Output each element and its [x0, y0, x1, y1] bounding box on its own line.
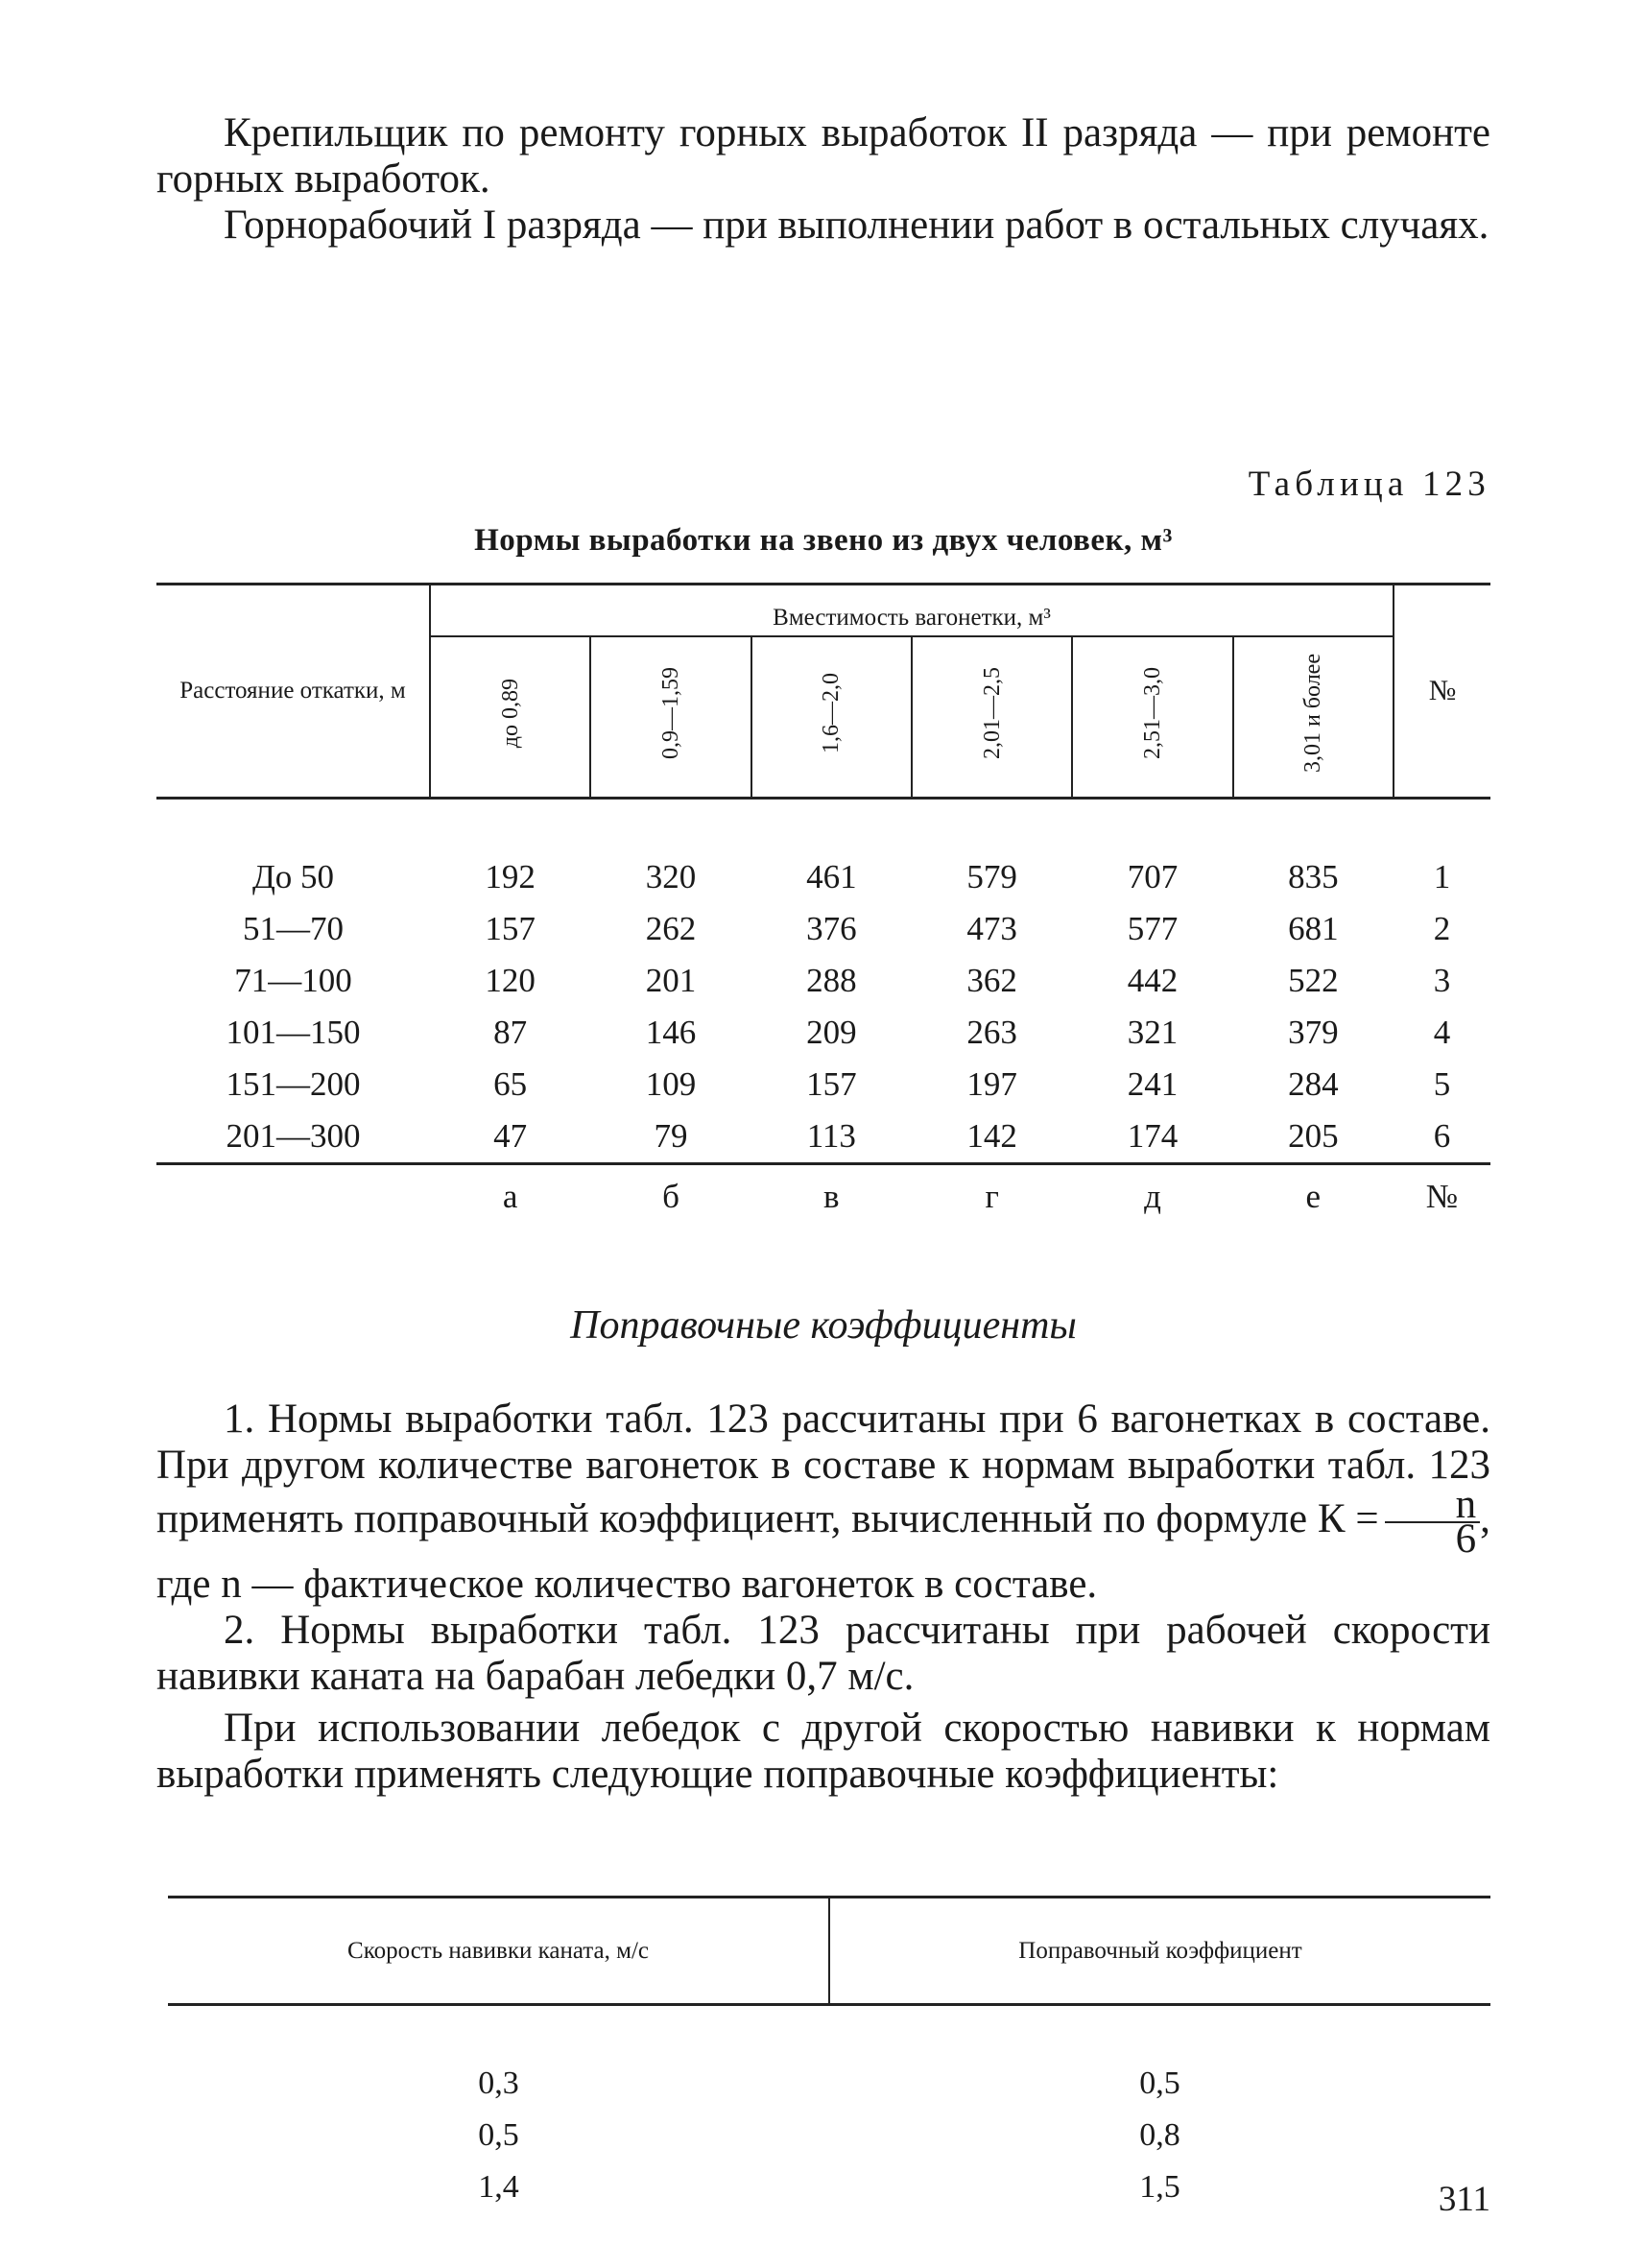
footer-cell: е	[1233, 1163, 1394, 1229]
intro-paragraph-2: Горнорабочий I разряда — при выполнении работ в остальных случаях.	[224, 203, 1489, 248]
value-cell: 205	[1288, 1116, 1339, 1155]
coef-cell: 0,8	[1139, 2117, 1180, 2153]
corrections-text	[156, 1397, 1490, 1798]
value-cell: 321	[1127, 1013, 1179, 1051]
formula-fraction: $\frac{n}{6}$	[1385, 1489, 1481, 1556]
footer-cell: в	[751, 1163, 912, 1229]
value-cell: 241	[1127, 1064, 1179, 1103]
footer-cell: б	[590, 1163, 751, 1229]
page-number: 311	[1438, 2180, 1490, 2219]
correction-paragraph-2: 2. Нормы выработки табл. 123 рассчитаны при рабочей скорости навивки каната на барабан лебедки 0,7 м/с.	[156, 1608, 1490, 1699]
distance-cell: 101—150	[226, 1013, 361, 1051]
coef-row	[168, 2161, 1490, 2213]
value-cell: 362	[966, 961, 1017, 999]
value-cell: 263	[966, 1013, 1017, 1051]
value-cell: 174	[1127, 1116, 1179, 1155]
value-cell: 707	[1127, 857, 1179, 895]
row-number-cell: 3	[1433, 961, 1451, 999]
value-cell: 79	[654, 1116, 688, 1155]
coef-table	[168, 1896, 1490, 2213]
table-row	[156, 1110, 1490, 1164]
column-header-4: 2,01—2,5	[912, 636, 1072, 798]
num-header: №	[1394, 585, 1490, 799]
distance-cell: 201—300	[226, 1116, 361, 1155]
row-header: Расстояние откатки, м	[156, 585, 430, 799]
formula-lhs: К =	[1317, 1495, 1379, 1541]
value-cell: 157	[485, 909, 536, 947]
coef-cell: 0,5	[1139, 2065, 1180, 2101]
value-cell: 835	[1288, 857, 1339, 895]
corrections-heading: Поправочные коэффициенты	[570, 1303, 1077, 1348]
footer-cell: д	[1072, 1163, 1232, 1229]
value-cell: 113	[806, 1116, 856, 1155]
table-row	[156, 851, 1490, 903]
row-number-cell: 1	[1433, 857, 1451, 895]
table-row	[156, 903, 1490, 955]
value-cell: 320	[645, 857, 697, 895]
value-cell: 142	[966, 1116, 1017, 1155]
value-cell: 461	[806, 857, 857, 895]
value-cell: 681	[1288, 909, 1339, 947]
table-row	[156, 1059, 1490, 1110]
value-cell: 284	[1288, 1064, 1339, 1103]
value-cell: 157	[806, 1064, 857, 1103]
intro-paragraph-1: Крепильщик по ремонту горных выработок II разряда — при ремонте горных выработок.	[156, 110, 1490, 202]
coef-col-speed-header: Скорость навивки каната, м/с	[168, 1898, 829, 2005]
group-header: Вместимость вагонетки, м³	[430, 585, 1394, 637]
speed-cell: 0,5	[478, 2117, 519, 2153]
distance-cell: 51—70	[243, 909, 344, 947]
row-number-cell: 5	[1433, 1064, 1451, 1103]
value-cell: 376	[806, 909, 857, 947]
value-cell: 192	[485, 857, 536, 895]
value-cell: 262	[645, 909, 697, 947]
correction-paragraph-3: При использовании лебедок с другой скоростью навивки к нормам выработки применять следующие поправочные коэффициенты:	[156, 1706, 1490, 1797]
value-cell: 579	[966, 857, 1017, 895]
speed-cell: 1,4	[478, 2169, 519, 2205]
distance-cell: 151—200	[226, 1064, 361, 1103]
column-header-6: 3,01 и более	[1233, 636, 1394, 798]
distance-cell: 71—100	[234, 961, 352, 999]
column-header-3: 1,6—2,0	[751, 636, 912, 798]
footer-cell: а	[430, 1163, 590, 1229]
footer-cell: г	[912, 1163, 1072, 1229]
footer-cell: №	[1394, 1163, 1490, 1229]
value-cell: 209	[806, 1013, 857, 1051]
value-cell: 522	[1288, 961, 1339, 999]
table-title: Нормы выработки на звено из двух человек, м³	[474, 523, 1173, 558]
value-cell: 473	[966, 909, 1017, 947]
value-cell: 109	[645, 1064, 697, 1103]
coef-cell: 1,5	[1139, 2169, 1180, 2205]
column-header-1: до 0,89	[430, 636, 590, 798]
table-row	[156, 1007, 1490, 1059]
table-label: Таблица 123	[1248, 465, 1490, 504]
value-cell: 120	[485, 961, 536, 999]
value-cell: 146	[645, 1013, 697, 1051]
correction-paragraph-1b: где n — фактическое количество вагонеток в составе.	[156, 1562, 1098, 1607]
distance-cell: До 50	[251, 857, 335, 895]
column-header-5: 2,51—3,0	[1072, 636, 1232, 798]
coef-row	[168, 2110, 1490, 2161]
coef-row	[168, 2058, 1490, 2110]
value-cell: 65	[493, 1064, 528, 1103]
value-cell: 201	[645, 961, 697, 999]
value-cell: 197	[966, 1064, 1017, 1103]
row-number-cell: 6	[1433, 1116, 1451, 1155]
value-cell: 288	[806, 961, 857, 999]
column-header-2: 0,9—1,59	[590, 636, 751, 798]
speed-cell: 0,3	[478, 2065, 519, 2101]
correction-paragraph-1: 1. Нормы выработки табл. 123 рассчитаны при 6 вагонетках в составе. При другом количестве вагонеток в составе к нормам выработки табл. 123 применять поправочный коэффициент, вычисленный по формуле К = $\frac{n}{6}$ ,	[156, 1397, 1490, 1562]
document-page	[156, 110, 1490, 2219]
value-cell: 442	[1127, 961, 1179, 999]
coef-col-coef-header: Поправочный коэффициент	[829, 1898, 1490, 2005]
row-number-cell: 4	[1433, 1013, 1451, 1051]
row-number-cell: 2	[1433, 909, 1451, 947]
norms-table	[156, 583, 1490, 1229]
value-cell: 577	[1127, 909, 1179, 947]
value-cell: 87	[493, 1013, 528, 1051]
value-cell: 379	[1288, 1013, 1339, 1051]
table-row	[156, 955, 1490, 1007]
value-cell: 47	[493, 1116, 528, 1155]
